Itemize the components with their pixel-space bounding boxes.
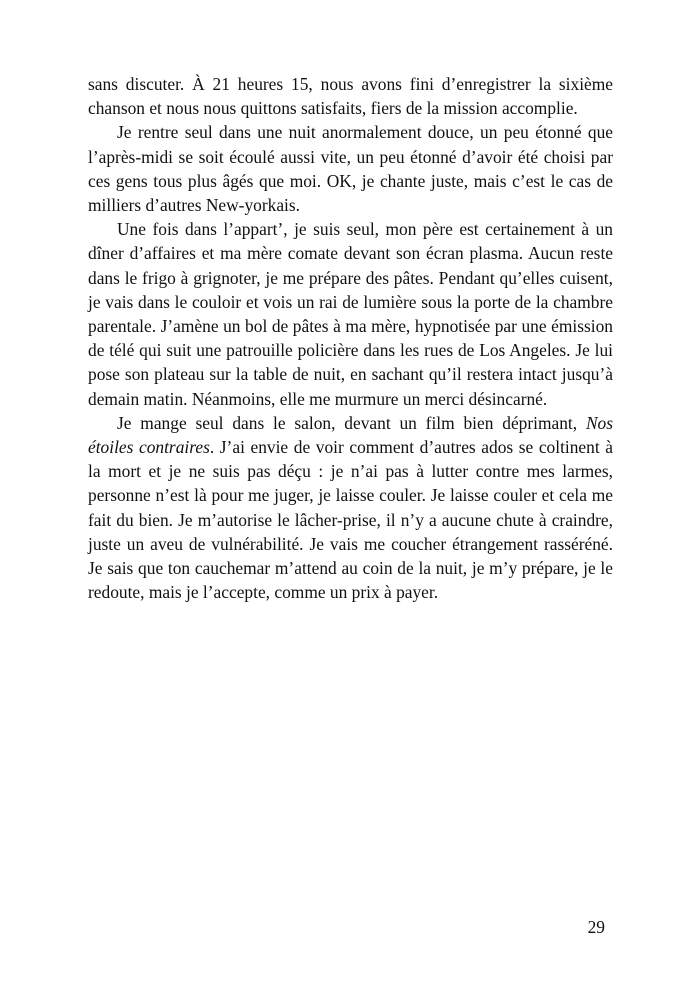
paragraph-4-text-start: Je mange seul dans le salon, devant un film bien déprimant,: [117, 412, 586, 433]
body-text: [88, 72, 613, 604]
paragraph-2-text: Je rentre seul dans une nuit anormalement douce, un peu étonné que l’après-midi se soit écoulé aussi vite, un peu étonné d’avoir été choisi par ces gens tous plus âgés que moi. OK, je chante juste, mais c’est le cas de milliers d’autres New-yorkais.: [88, 122, 613, 216]
paragraph-2: [88, 120, 613, 217]
paragraph-1: [88, 72, 613, 120]
paragraph-4: [88, 411, 613, 605]
page-number: 29: [587, 917, 605, 937]
paragraph-4-text-end: . J’ai envie de voir comment d’autres ados se coltinent à la mort et je ne suis pas déçu : je n’ai pas à lutter contre mes larmes, personne n’est là pour me juger, je laisse couler. Je laisse couler et cela me fait du bien. Je m’autorise le lâcher-prise, il n’y a aucune chute à craindre, juste un aveu de vulnérabilité. Je vais me coucher étrangement rasséréné. Je sais que ton cauchemar m’attend au coin de la nuit, je m’y prépare, je le redoute, mais je l’accepte, comme un prix à payer.: [88, 437, 613, 603]
paragraph-3: [88, 217, 613, 411]
paragraph-1-text: sans discuter. À 21 heures 15, nous avons fini d’enregistrer la sixième chanson et nous nous quittons satisfaits, fiers de la mission accomplie.: [88, 74, 613, 119]
paragraph-3-text: Une fois dans l’appart’, je suis seul, mon père est certainement à un dîner d’affaires et ma mère comate devant son écran plasma. Aucun reste dans le frigo à grignoter, je me prépare des pâtes. Pendant qu’elles cuisent, je vais dans le couloir et vois un rai de lumière sous la porte de la chambre parentale. J’amène un bol de pâtes à ma mère, hypnotisée par une émission de télé qui suit une patrouille policière dans les rues de Los Angeles. Je lui pose son plateau sur la table de nuit, en sachant qu’il restera intact jusqu’à demain matin. Néanmoins, elle me murmure un merci désincarné.: [88, 219, 613, 409]
film-title-italic: Nos étoiles contraires: [88, 412, 613, 458]
